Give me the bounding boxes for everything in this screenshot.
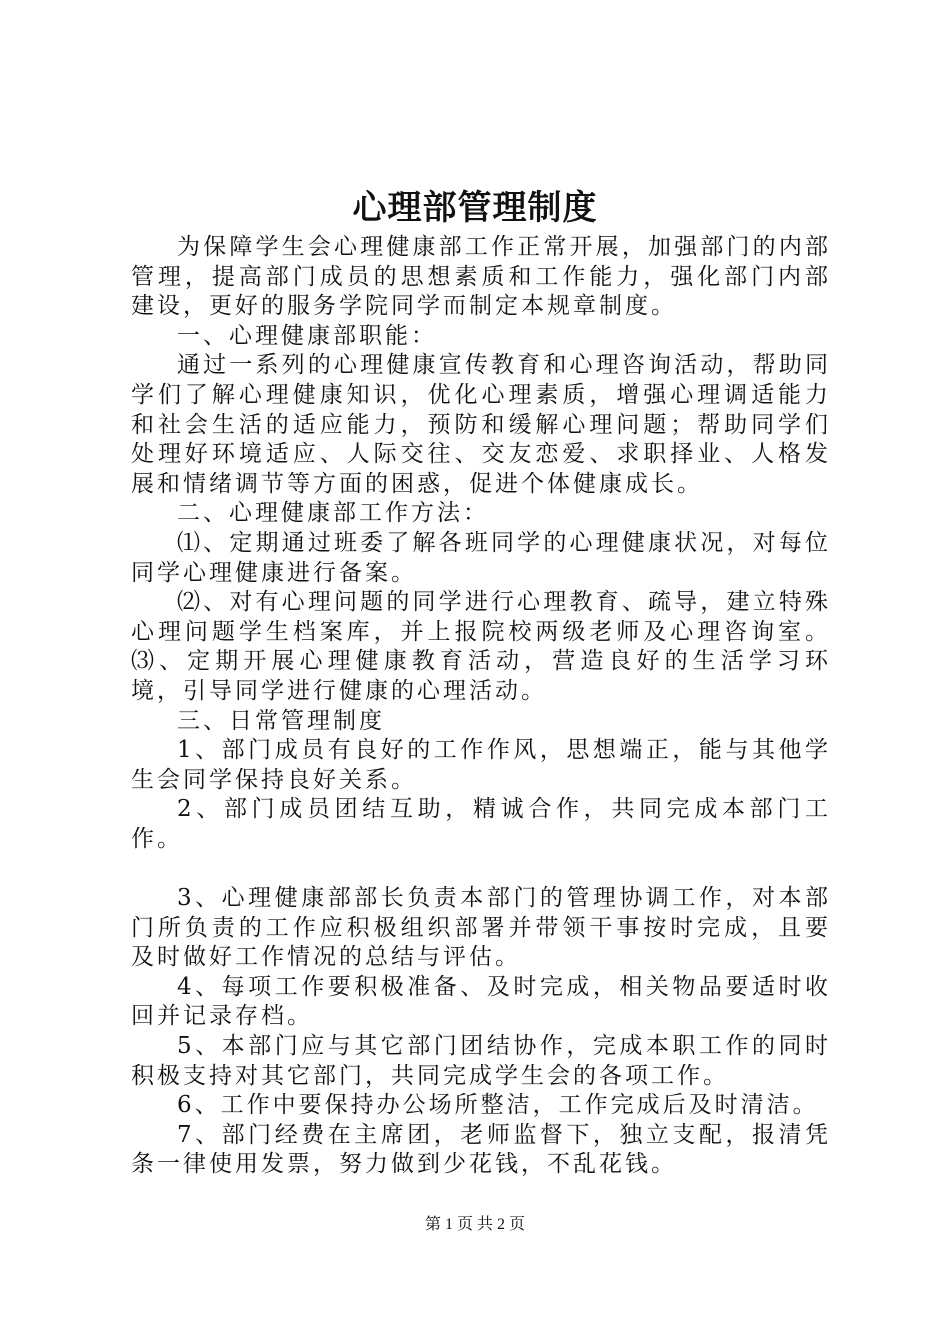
rule-item-5: 5、本部门应与其它部门团结协作，完成本职工作的同时积极支持对其它部门，共同完成学生会的各项工作。 — [131, 1033, 831, 1089]
rule-item-6: 6、工作中要保持办公场所整洁，工作完成后及时清洁。 — [177, 1092, 819, 1119]
page-number-footer: 第 1 页 共 2 页 — [424, 1216, 525, 1233]
section-heading-functions: 一、心理健康部职能： — [177, 322, 437, 349]
intro-paragraph: 为保障学生会心理健康部工作正常开展，加强部门的内部管理，提高部门成员的思想素质和工作能力，强化部门内部建设，更好的服务学院同学而制定本规章制度。 — [131, 234, 831, 320]
document-title: 心理部管理制度 — [352, 188, 598, 228]
rule-item-4: 4、每项工作要积极准备、及时完成，相关物品要适时收回并记录存档。 — [131, 973, 831, 1030]
document-body — [131, 233, 831, 1180]
section-heading-methods: 二、心理健康部工作方法： — [177, 500, 489, 527]
functions-paragraph: 通过一系列的心理健康宣传教育和心理咨询活动，帮助同学们了解心理健康知识，优化心理素质，增强心理调适能力和社会生活的适应能力，预防和缓解心理问题；帮助同学们处理好环境适应、人际交往、交友恋爱、求职择业、人格发展和情绪调节等方面的困惑，促进个体健康成长。 — [131, 352, 831, 497]
rule-item-1: 1、部门成员有良好的工作作风，思想端正，能与其他学生会同学保持良好关系。 — [131, 737, 831, 793]
rule-item-7: 7、部门经费在主席团，老师监督下，独立支配，报清凭条一律使用发票，努力做到少花钱，不乱花钱。 — [131, 1121, 831, 1178]
method-item-1: ⑴、定期通过班委了解各班同学的心理健康状况，对每位同学心理健康进行备案。 — [131, 529, 831, 586]
method-item-2-3: ⑵、对有心理问题的同学进行心理教育、疏导，建立特殊心理问题学生档案库，并上报院校两级老师及心理咨询室。⑶、定期开展心理健康教育活动，营造良好的生活学习环境，引导同学进行健康的心理活动。 — [131, 589, 831, 704]
rule-item-3: 3、心理健康部部长负责本部门的管理协调工作，对本部门所负责的工作应积极组织部署并带领干事按时完成，且要及时做好工作情况的总结与评估。 — [131, 885, 831, 971]
rule-item-2: 2、部门成员团结互助，精诚合作，共同完成本部门工作。 — [131, 796, 831, 852]
section-heading-rules: 三、日常管理制度 — [177, 707, 385, 734]
